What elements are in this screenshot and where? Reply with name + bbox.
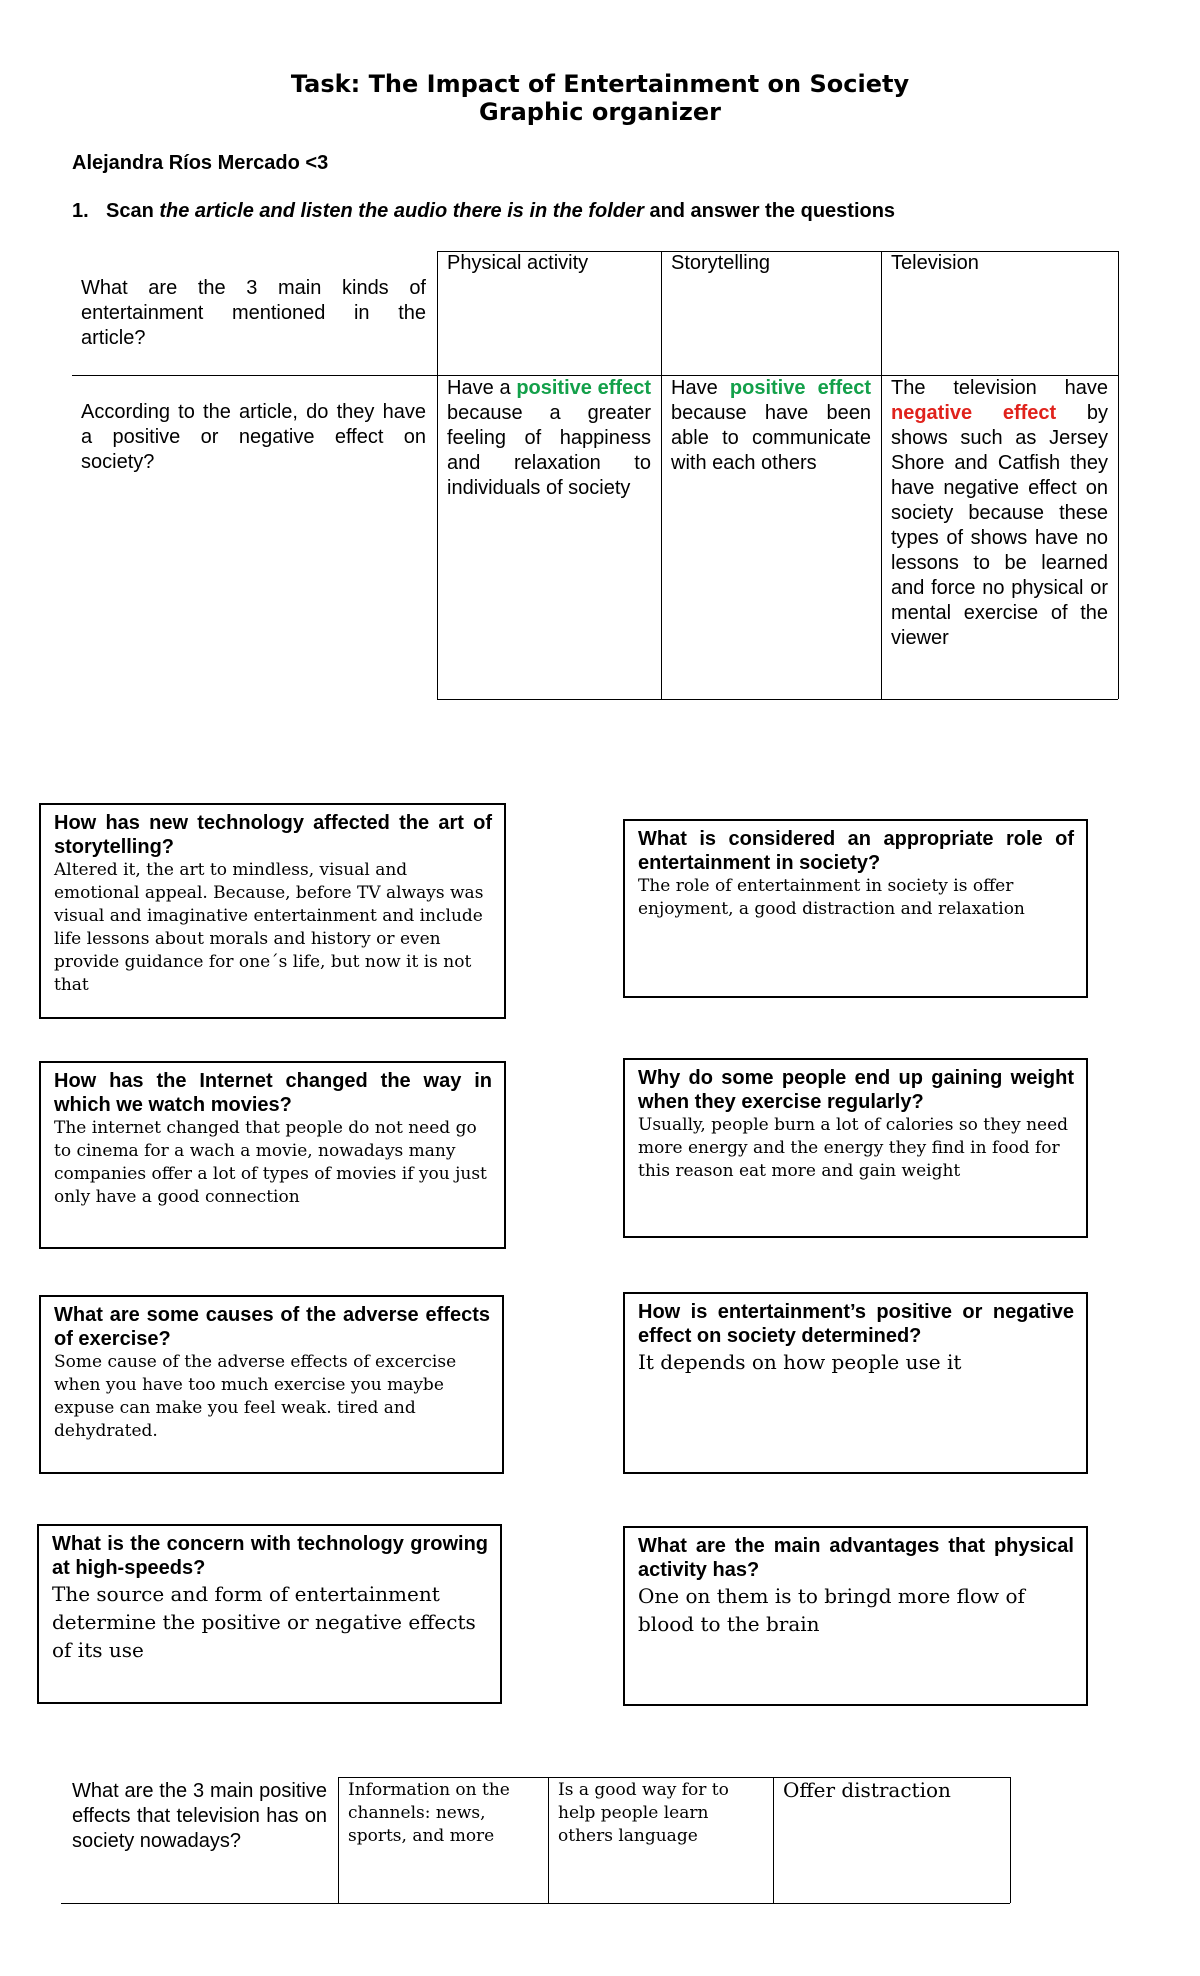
box-question: How is entertainment’s positive or negative effect on society determined?: [638, 1301, 1074, 1347]
box-question: Why do some people end up gaining weight when they exercise regularly?: [638, 1067, 1074, 1113]
kind-television: Television: [891, 252, 979, 274]
box-answer: Usually, people burn a lot of calories so they need more energy and the energy they find in food for this reason eat more and gain weight: [638, 1115, 1069, 1181]
effect-storytelling: Have positive effect because have been able to communicate with each others: [671, 377, 872, 474]
box-question: What is the concern with technology growing at high-speeds?: [52, 1533, 488, 1579]
effect-physical-activity: Have a positive effect because a greater feeling of happiness and relaxation to individuals of society: [447, 377, 651, 499]
negative-effect-label: negative effect: [891, 402, 1057, 424]
qa-box-weight: [623, 1058, 1088, 1238]
box-answer: It depends on how people use it: [638, 1350, 962, 1374]
qa-box-role: [623, 819, 1088, 998]
instruction-part3: and answer the questions: [643, 200, 896, 222]
page-subtitle: Graphic organizer: [479, 98, 721, 126]
positive-effect-label: positive effect: [516, 377, 651, 399]
qa-box-physical: [623, 1526, 1088, 1706]
box-question: What are some causes of the adverse effects of exercise?: [54, 1304, 490, 1350]
qa-box-determined: [623, 1292, 1088, 1474]
instruction-number: 1.: [72, 200, 89, 222]
instruction: [72, 200, 895, 223]
tv-effect-distraction: Offer distraction: [783, 1778, 951, 1802]
qa-box-technology: [37, 1524, 502, 1704]
box-question: What are the main advantages that physical activity has?: [638, 1535, 1074, 1581]
kind-storytelling: Storytelling: [671, 252, 770, 274]
tv-effect-language: Is a good way for to help people learn others language: [558, 1780, 729, 1846]
table1-bottom-border: [437, 699, 1118, 700]
table2-bottom-border: [61, 1903, 1010, 1904]
table2-col-line: [1010, 1777, 1011, 1903]
box-answer: One on them is to bringd more flow of blood to the brain: [638, 1584, 1025, 1636]
kinds-question: What are the 3 main kinds of entertainment mentioned in the article?: [81, 277, 426, 349]
table1-col-line: [1118, 251, 1119, 699]
tv-effects-question: What are the 3 main positive effects that television has on society nowadays?: [72, 1780, 327, 1852]
box-answer: The source and form of entertainment determine the positive or negative effects of its use: [52, 1582, 476, 1662]
author-name: Alejandra Ríos Mercado <3: [72, 152, 329, 174]
box-question: What is considered an appropriate role of entertainment in society?: [638, 828, 1074, 874]
box-answer: Altered it, the art to mindless, visual and emotional appeal. Because, before TV always was visual and imaginative entertainment and include life lessons about morals and history or even provide guidance for one´s life, but now it is not that: [54, 860, 484, 995]
instruction-part2: the article and listen the audio there is in the folder: [159, 200, 644, 222]
page-title: Task: The Impact of Entertainment on Society: [290, 70, 910, 98]
box-answer: The role of entertainment in society is offer enjoyment, a good distraction and relaxation: [638, 876, 1025, 919]
box-answer: Some cause of the adverse effects of excercise when you have too much exercise you maybe expuse can make you feel weak. tired and dehydrated.: [54, 1352, 457, 1441]
qa-box-storytelling: [39, 803, 506, 1019]
qa-box-internet: [39, 1061, 506, 1249]
tv-effect-information: Information on the channels: news, sports, and more: [348, 1780, 510, 1846]
box-question: How has new technology affected the art of storytelling?: [54, 812, 492, 858]
kind-physical-activity: Physical activity: [447, 252, 589, 274]
positive-effect-label: positive effect: [729, 377, 872, 399]
box-question: How has the Internet changed the way in which we watch movies?: [54, 1070, 492, 1116]
effect-question: According to the article, do they have a positive or negative effect on society?: [81, 401, 426, 473]
effect-television: The television have negative effect by shows such as Jersey Shore and Catfish they have negative effect on society because these types of shows have no lessons to be learned and force no physical or mental exercise of the viewer: [891, 377, 1108, 649]
box-answer: The internet changed that people do not need go to cinema for a wach a movie, nowadays many companies offer a lot of types of movies if you just only have a good connection: [54, 1118, 487, 1207]
instruction-part1: Scan: [106, 200, 160, 222]
qa-box-adverse: [39, 1295, 504, 1474]
